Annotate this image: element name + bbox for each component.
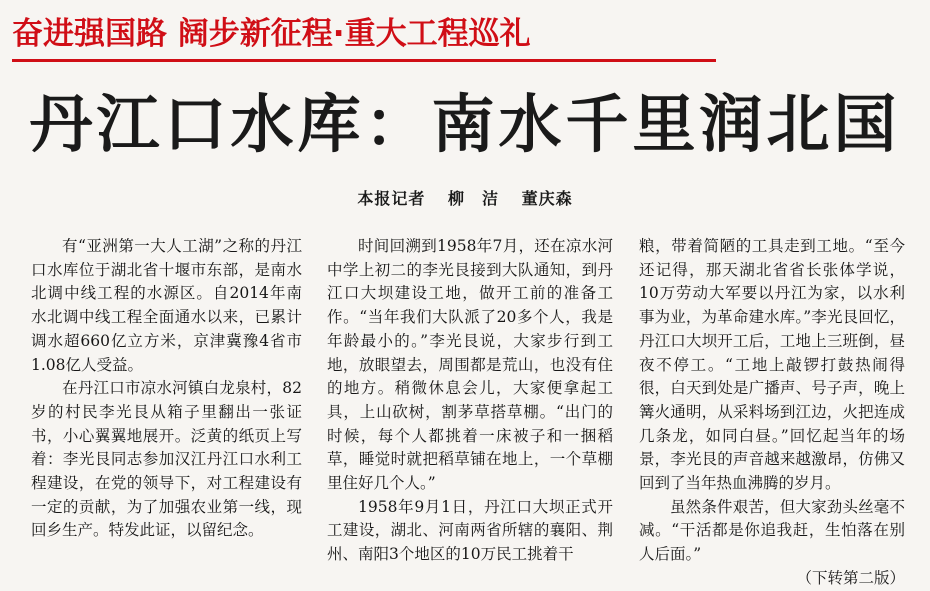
paragraph: 1958年9月1日，丹江口大坝正式开工建设，湖北、河南两省所辖的襄阳、荆州、南阳3个地区的10万民工挑着干 bbox=[327, 497, 613, 564]
paragraph: 虽然条件艰苦，但大家劲头丝毫不减。“干活都是你追我赶，生怕落在别人后面。” bbox=[639, 497, 905, 564]
byline-author: 董庆森 bbox=[521, 189, 573, 208]
paragraph: 在丹江口市凉水河镇白龙泉村，82岁的村民李光艮从箱子里翻出一张证书，小心翼翼地展开。泛黄的纸页上写着：李光艮同志参加汉江丹江口水利工程建设，在党的领导下，对工程建设有一定的贡献，为了加强农业第一线，现回乡生产。特发此证，以留纪念。 bbox=[31, 379, 302, 540]
paragraph: 有“亚洲第一大人工湖”之称的丹江口水库位于湖北省十堰市东部，是南水北调中线工程的水源区。自2014年南水北调中线工程全面通水以来，已累计调水超660亿立方米，京津冀豫4省市1.08亿人受益。 bbox=[31, 237, 302, 374]
paragraph: 时间回溯到1958年7月，还在凉水河中学上初二的李光艮接到大队通知，到丹江口大坝建设工地，做开工前的准备工作。“当年我们大队派了20多个人，我是年龄最小的。”李光艮说，大家步行到工地，放眼望去，周围都是荒山，也没有住的地方。稍微休息会儿，大家便拿起工具，上山砍树，割茅草搭草棚。“出门的时候，每个人都挑着一床被子和一捆稻草，睡觉时就把稻草铺在地上，一个草棚里住好几个人。” bbox=[327, 237, 613, 493]
byline-prefix: 本报记者 bbox=[357, 189, 426, 208]
paragraph: 粮，带着简陋的工具走到工地。“至今还记得，那天湖北省省长张体学说，10万劳动大军要以丹江为家，以水利事为业，为革命建水库。”李光艮回忆，丹江口大坝开工后，工地上三班倒，昼夜不停工。“工地上敲锣打鼓热闹得很，白天到处是广播声、号子声，晚上篝火通明，从采料场到江边，火把连成几条龙，如同白昼。”回忆起当年的场景，李光艮的声音越来越激昂，仿佛又回到了当年热血沸腾的岁月。 bbox=[639, 237, 905, 493]
article-column-2 bbox=[327, 235, 613, 567]
byline-author: 柳 洁 bbox=[447, 189, 499, 208]
series-title: 奋进强国路 阔步新征程·重大工程巡礼 bbox=[12, 16, 531, 52]
article-column-3 bbox=[639, 235, 905, 591]
article-column-1 bbox=[31, 235, 302, 543]
continued-notice: （下转第二版） bbox=[796, 568, 905, 587]
headline: 丹江口水库：南水千里润北国 bbox=[29, 87, 901, 161]
series-underline bbox=[12, 59, 716, 62]
byline bbox=[0, 186, 930, 212]
